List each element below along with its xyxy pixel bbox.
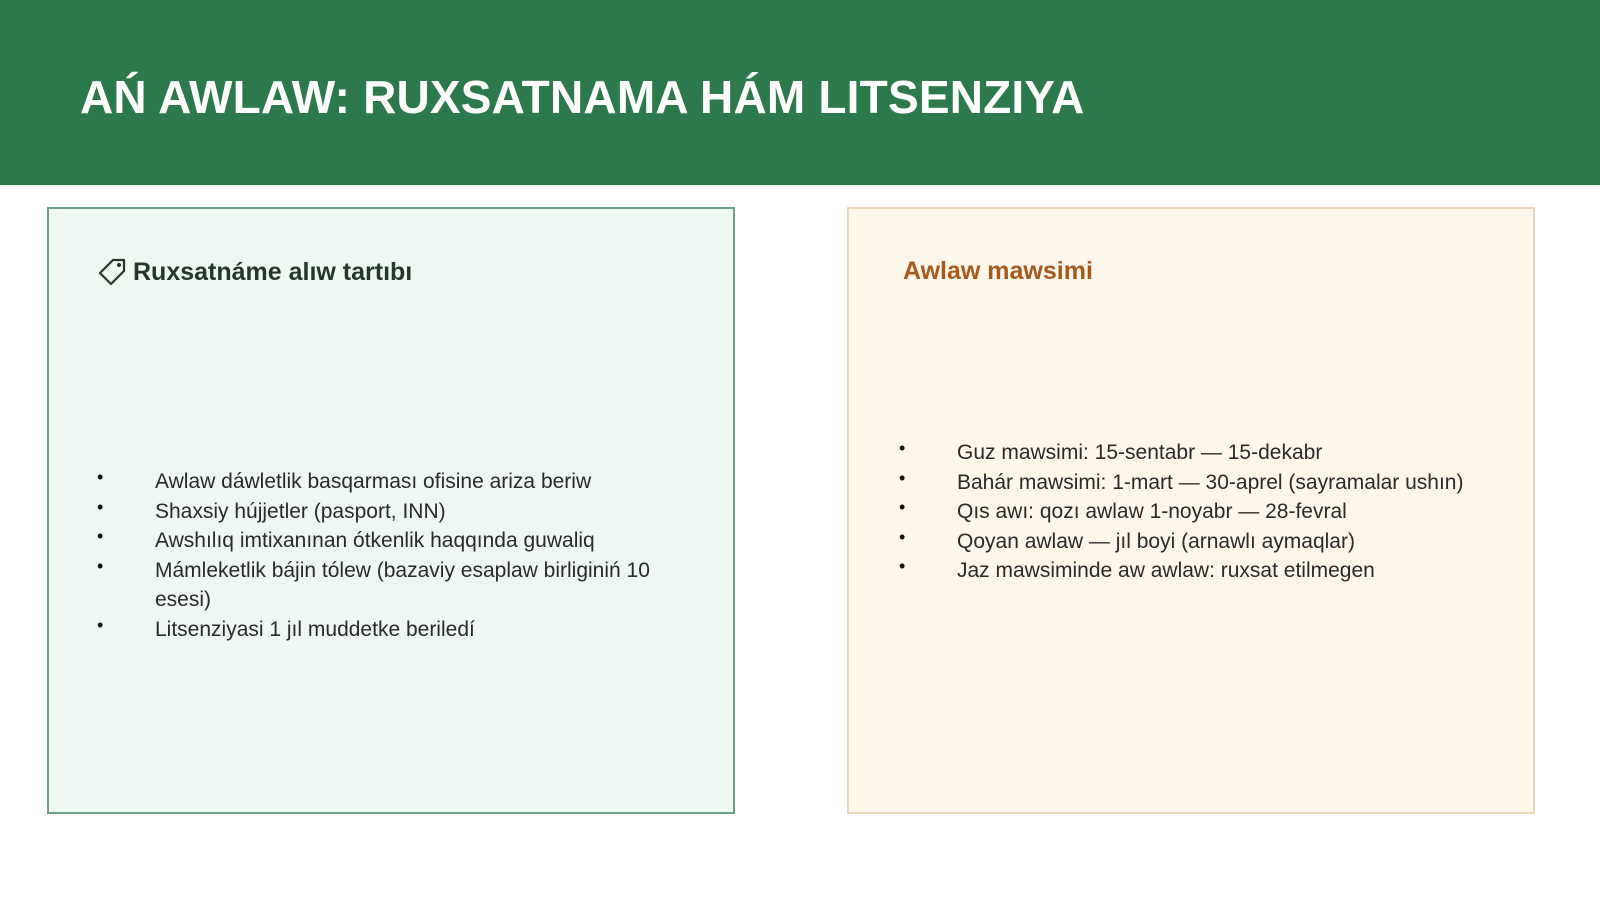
license-procedure-list	[97, 467, 697, 644]
hunting-season-heading: Awlaw mawsimi	[903, 257, 1093, 285]
list-item: • Qıs awı: qozı awlaw 1-noyabr — 28-fevral	[899, 497, 1489, 527]
title-banner	[0, 0, 1600, 185]
list-item: • Awlaw dáwletlik basqarması ofisine ariza beriw	[97, 467, 697, 497]
license-procedure-heading-text: Ruxsatnáme alıw tartıbı	[133, 257, 413, 286]
license-procedure-panel	[47, 207, 735, 814]
hunting-season-panel	[847, 207, 1535, 814]
slide-title: AŃ AWLAW: RUXSATNAMA HÁM LITSENZIYA	[80, 71, 1085, 123]
list-item: • Bahár mawsimi: 1-mart — 30-aprel (sayramalar ushın)	[899, 468, 1489, 498]
list-item: • Guz mawsimi: 15-sentabr — 15-dekabr	[899, 438, 1489, 468]
list-item: • Qoyan awlaw — jıl boyi (arnawlı aymaqlar)	[899, 527, 1489, 557]
list-item: • Litsenziyasi 1 jıl muddetke beriledí	[97, 615, 697, 645]
list-item: • Jaz mawsiminde aw awlaw: ruxsat etilmegen	[899, 556, 1489, 586]
hunting-season-list	[899, 438, 1489, 586]
tag-icon	[97, 257, 127, 287]
list-item: • Shaxsiy hújjetler (pasport, INN)	[97, 497, 697, 527]
license-procedure-heading	[97, 257, 412, 287]
list-item: • Mámleketlik bájin tólew (bazaviy esaplaw birliginiń 10 esesi)	[97, 556, 697, 615]
list-item: • Awshılıq imtixanınan ótkenlik haqqında guwaliq	[97, 526, 697, 556]
